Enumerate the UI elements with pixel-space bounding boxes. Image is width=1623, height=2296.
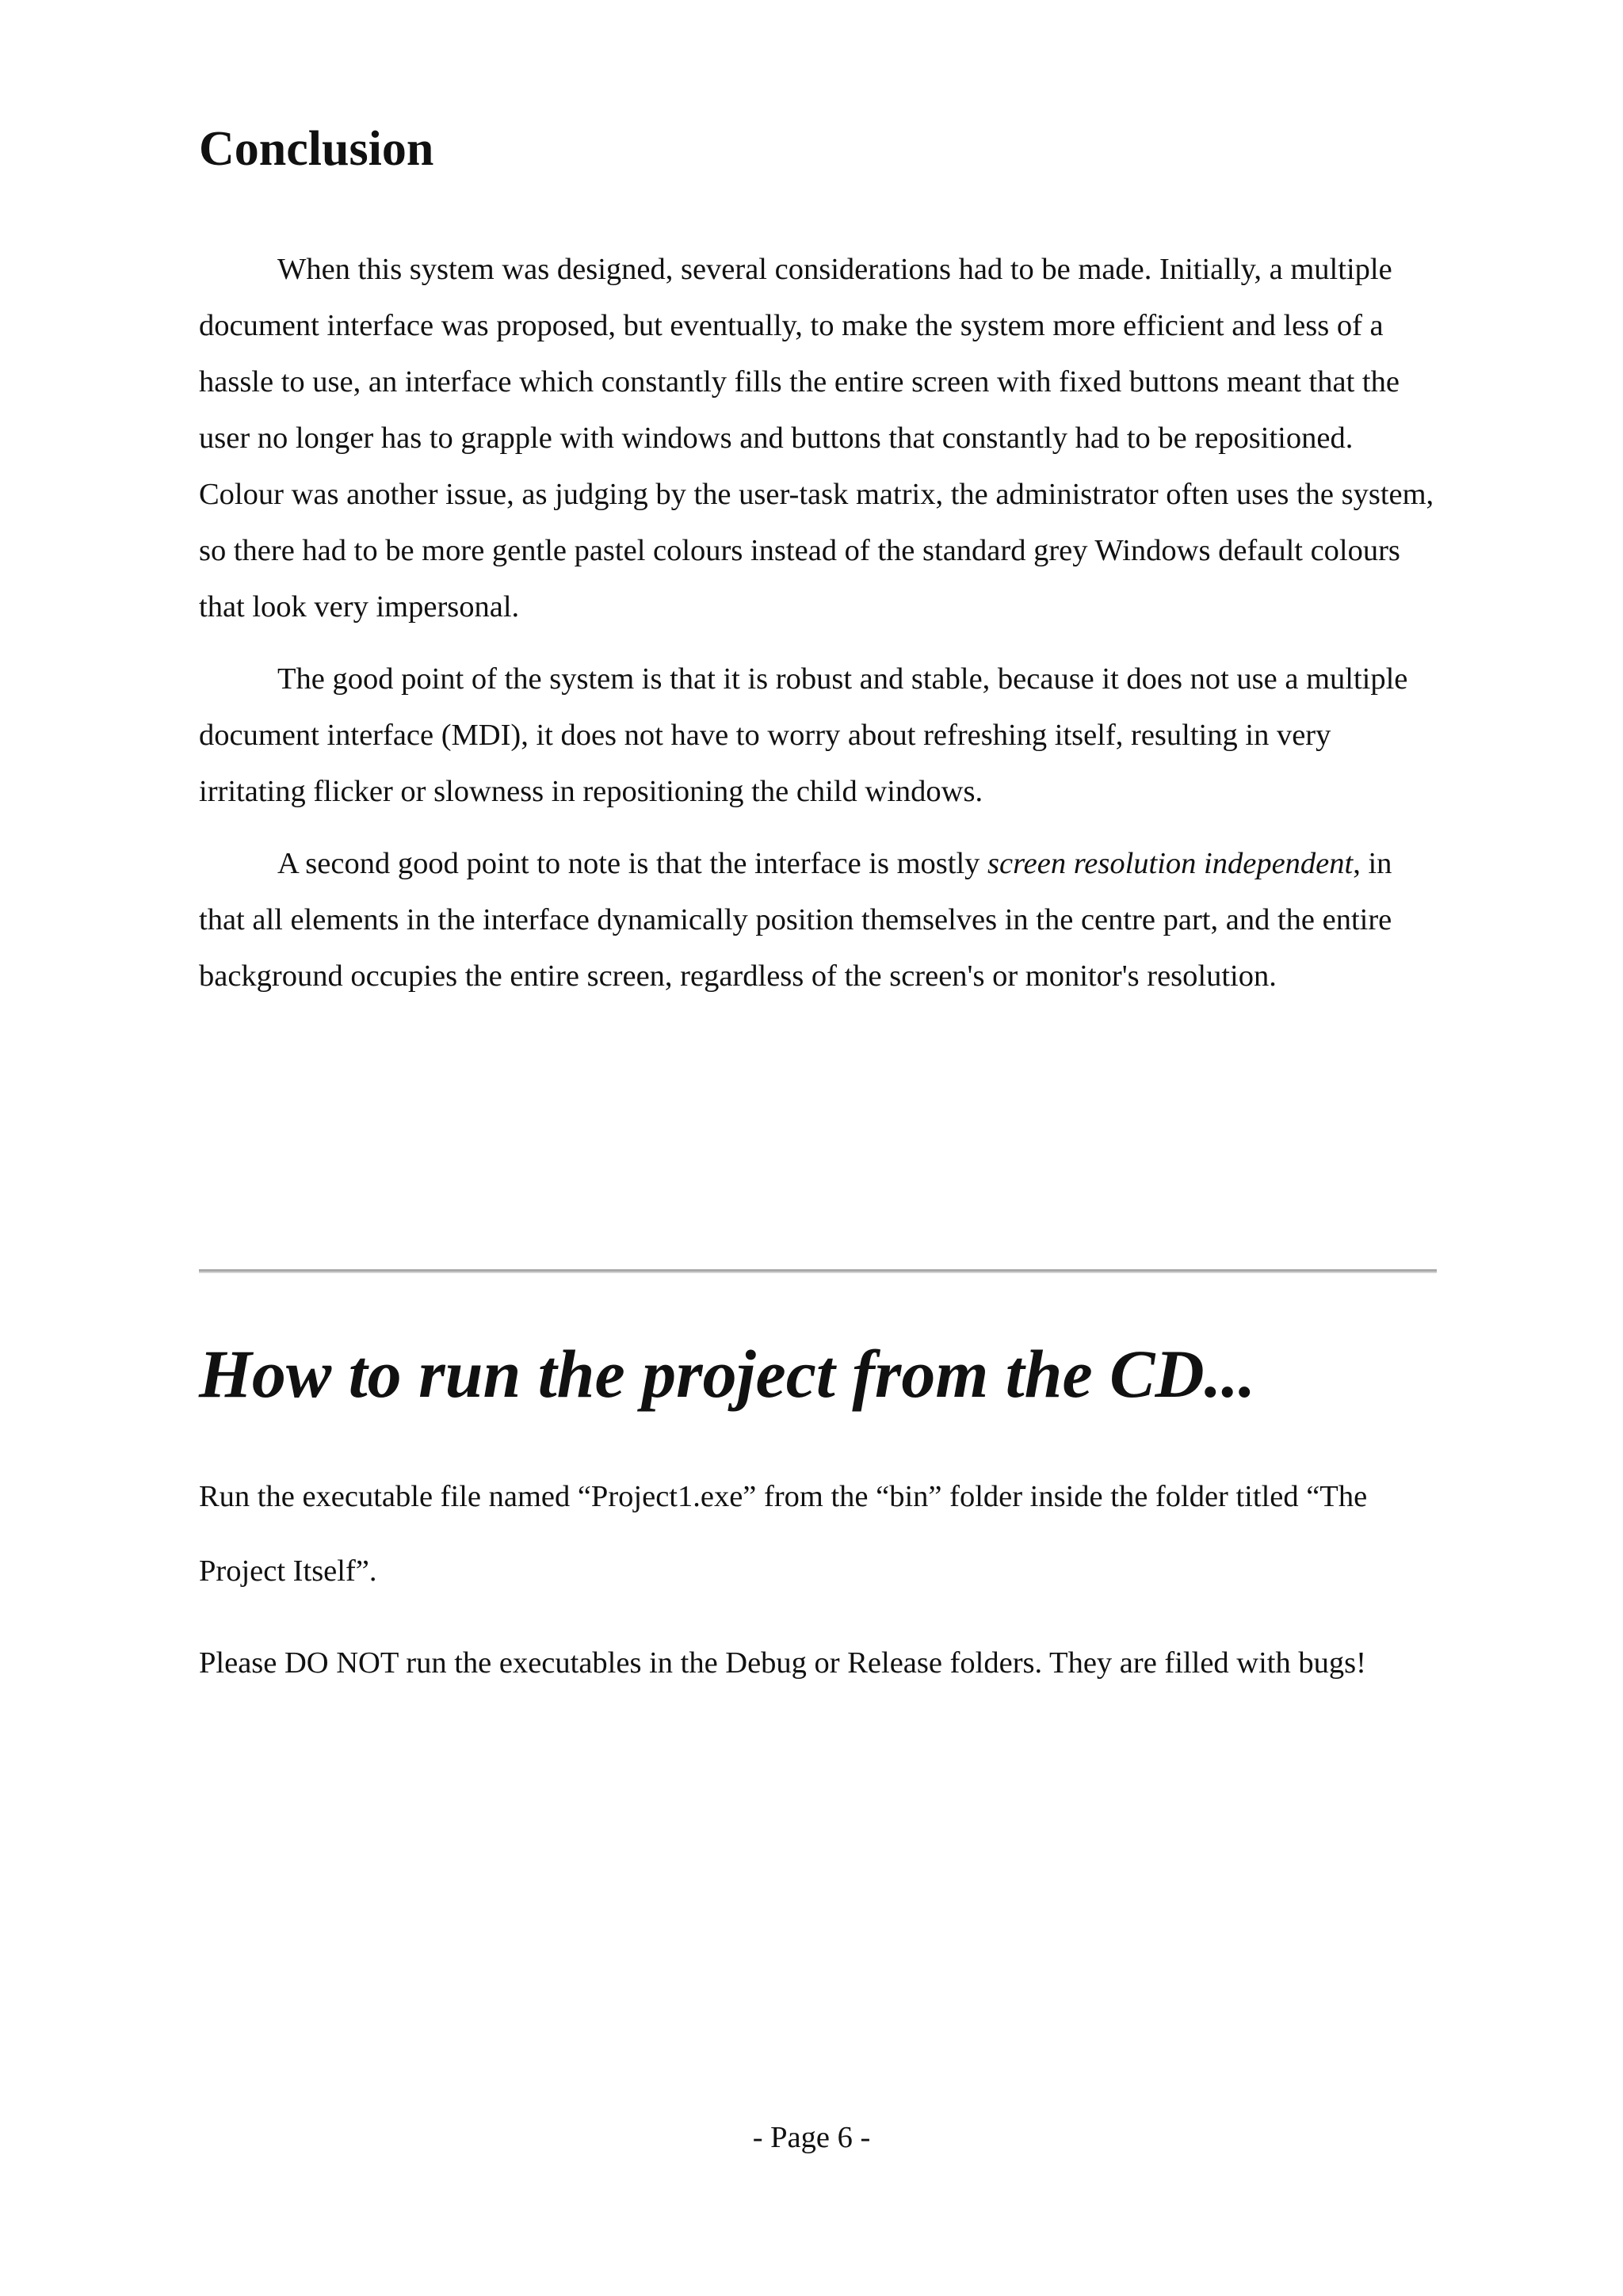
page-number: - Page 6 -	[752, 2121, 871, 2154]
howto-body	[199, 1459, 1437, 1718]
howto-heading: How to run the project from the CD...	[199, 1336, 1256, 1412]
conclusion-body	[199, 242, 1437, 1020]
conclusion-paragraph-3-tail: , in that all elements in the interface dynamically position themselves in the centre part, and the entire background occupies the entire screen, regardless of the screen's or monitor's resolution.	[199, 847, 1392, 993]
conclusion-paragraph-3-lead: A second good point to note is that the interface is mostly	[277, 847, 988, 880]
howto-paragraph-2: Please DO NOT run the executables in the Debug or Release folders. They are filled with bugs!	[199, 1646, 1366, 1680]
conclusion-heading: Conclusion	[199, 122, 434, 176]
conclusion-paragraph-2: The good point of the system is that it is robust and stable, because it does not use a multiple document interface (MDI), it does not have to worry about refreshing itself, resulting in very irritating flicker or slowness in repositioning the child windows.	[199, 662, 1408, 808]
section-divider	[199, 1269, 1437, 1273]
conclusion-paragraph-3-emphasis: screen resolution independent	[987, 847, 1354, 880]
conclusion-paragraph-3	[199, 836, 1437, 1005]
howto-paragraph-1: Run the executable file named “Project1.exe” from the “bin” folder inside the folder titled “The Project Itself”.	[199, 1480, 1368, 1588]
conclusion-paragraph-1: When this system was designed, several considerations had to be made. Initially, a multiple document interface was proposed, but eventually, to make the system more efficient and less of a hassle to use, an interface which constantly fills the entire screen with fixed buttons meant that the user no longer has to grapple with windows and buttons that constantly had to be repositioned. Colour was another issue, as judging by the user-task matrix, the administrator often uses the system, so there had to be more gentle pastel colours instead of the standard grey Windows default colours that look very impersonal.	[199, 253, 1434, 624]
